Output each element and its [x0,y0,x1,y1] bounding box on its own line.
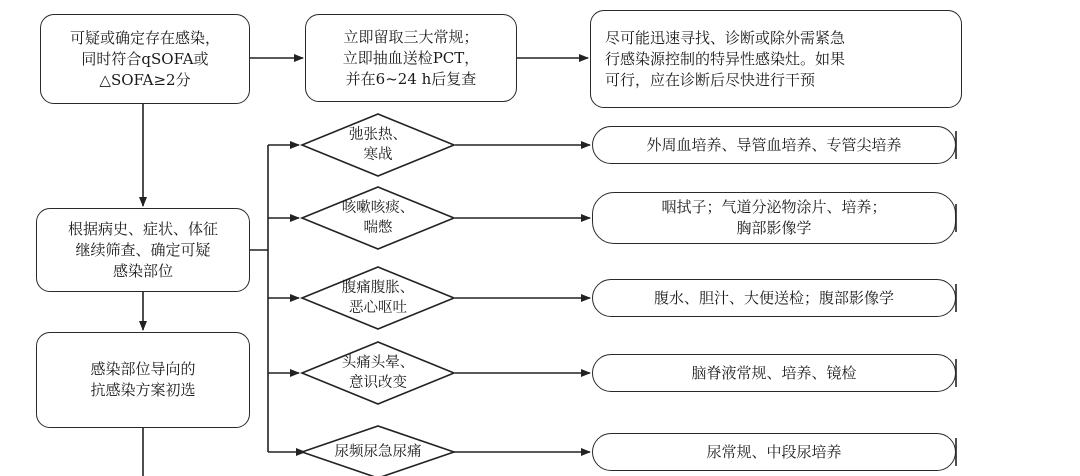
suspected-infection-box: 可疑或确定存在感染， 同时符合qSOFA或 △SOFA≥2分 [40,14,250,104]
symptom-label: 尿频尿急尿痛 [334,444,422,460]
screening-box: 根据病史、症状、体征 继续筛查、确定可疑 感染部位 [36,208,250,292]
exam-result-box: 尿常规、中段尿培养 [592,433,956,471]
source-control-box: 尽可能迅速寻找、诊断或除外需紧急 行感染源控制的特异性感染灶。如果 可行，应在诊断后尽快进行干预 [590,10,962,108]
immediate-tests-box: 立即留取三大常规； 立即抽血送检PCT， 并在6~24 h后复查 [305,14,517,102]
symptom-label: 咳嗽咳痰、 喘憋 [341,200,415,236]
exam-result-box: 外周血培养、导管血培养、专管尖培养 [592,126,956,164]
symptom-label: 弛张热、 寒战 [349,127,407,163]
exam-result-box: 咽拭子；气道分泌物涂片、培养； 胸部影像学 [592,192,956,244]
exam-result-box: 腹水、胆汁、大便送检；腹部影像学 [592,279,956,317]
antibiotic-regimen-box: 感染部位导向的 抗感染方案初选 [36,332,250,428]
symptom-label: 头痛头晕、 意识改变 [341,355,415,391]
symptom-label: 腹痛腹胀、 恶心呕吐 [341,280,415,316]
exam-result-box: 脑脊液常规、培养、镜检 [592,354,956,392]
